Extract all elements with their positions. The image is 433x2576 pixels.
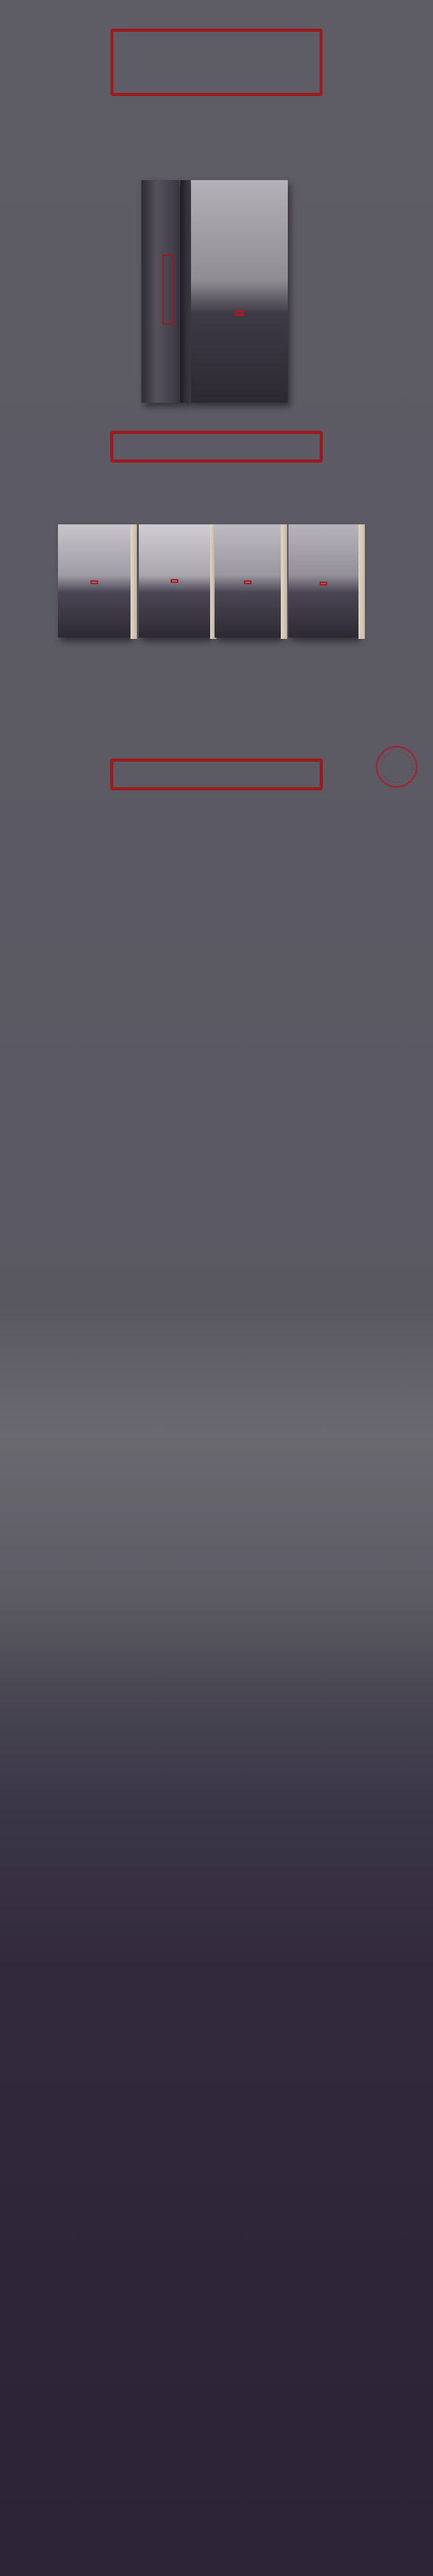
section-heading-resumes (110, 759, 323, 790)
hero-book-stamp (235, 311, 244, 316)
witsec-logo (110, 29, 322, 96)
top-secret-stamp-icon (370, 740, 423, 793)
section-heading-collector (110, 431, 323, 463)
